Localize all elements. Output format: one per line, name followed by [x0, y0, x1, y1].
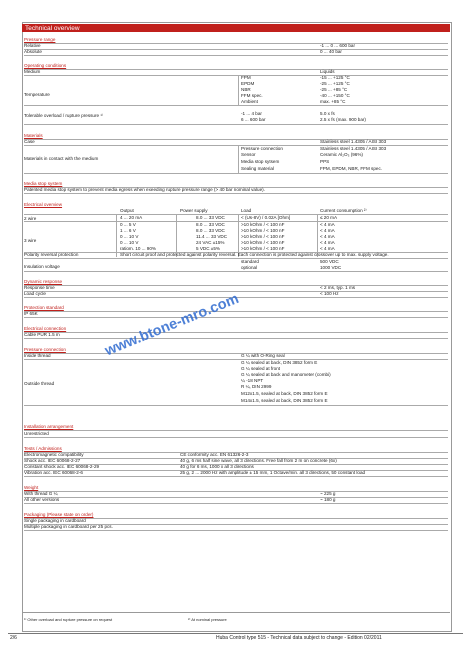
row-supply: 8.0 ... 33 VDC: [196, 215, 225, 220]
divider: [24, 491, 448, 492]
overload-label: Tolerable overload / rupture pressure ¹⁾: [24, 113, 104, 118]
temp-value: -25 ... +85 °C: [320, 87, 348, 92]
absolute-value: 0 ... 40 bar: [320, 49, 342, 54]
divider: [24, 497, 448, 498]
case-label: Case: [24, 139, 35, 144]
contact-value: Stainless steel 1.4305 / AISI 303: [320, 146, 387, 151]
divider: [24, 221, 448, 222]
test-value: 25 g, 2 ... 2000 Hz with amplitude ± 15 mm, 1 Octave/min. all 3 directions, 50 constant load: [180, 470, 366, 475]
temperature-label: Temperature: [24, 92, 50, 97]
row-current: < 4 mA: [320, 222, 335, 227]
divider: [24, 338, 448, 339]
temp-value: -40 ... +150 °C: [320, 93, 350, 98]
divider: [24, 530, 448, 531]
elec-connection-value: Cable PUR 1.5 m: [24, 332, 60, 337]
row-output: 0 ... 10 V: [120, 240, 139, 245]
inside-thread-label: Inside thread: [24, 353, 51, 358]
divider: [24, 193, 448, 194]
installation-value: Unrestricted: [24, 431, 49, 436]
divider: [24, 311, 448, 312]
row-supply: 24 VAC ±15%: [196, 240, 225, 245]
col-current: Current consumption ²⁾: [320, 208, 367, 213]
test-value: CE conformity acc. EN 61326-2-3: [180, 452, 249, 457]
divider: [24, 49, 448, 50]
watermark-text: www.btone-mro.com: [102, 290, 242, 360]
row-current: < 4 mA: [320, 234, 335, 239]
insulation-value: 500 VDC: [320, 259, 339, 264]
divider: [24, 332, 448, 333]
contact-part: Sealing material: [241, 166, 274, 171]
contact-value: PPS: [320, 159, 330, 164]
footnote-2: ²⁾ At nominal pressure: [188, 617, 227, 622]
row-supply: 8.0 ... 33 VDC: [196, 222, 225, 227]
overload-range: 6 ... 600 bar: [241, 117, 266, 122]
relative-label: Relative: [24, 43, 41, 48]
outside-thread-item: M12x1.5, sealed at back, DIN 3852 form E: [241, 391, 328, 396]
title-bar: [22, 24, 450, 32]
response-value: < 2 ms, typ. 1 ms: [320, 285, 356, 290]
row-current: < 4 mA: [320, 246, 335, 251]
temp-seal: EPDM: [241, 81, 255, 86]
row-supply: 8.0 ... 33 VDC: [196, 228, 225, 233]
contact-part: Sensor: [241, 152, 256, 157]
contact-label: Materials in contact with the medium: [24, 156, 99, 161]
protection-value: IP 65K: [24, 311, 38, 316]
wire2-label: 2 wire: [24, 216, 37, 221]
operating-heading: Operating conditions: [24, 63, 67, 68]
divider: [24, 317, 448, 318]
divider: [24, 75, 448, 76]
outside-thread-item: R ¼, DIN 2999: [241, 384, 272, 389]
row-load: >10 kOhm / < 100 nF: [241, 234, 285, 239]
divider: [24, 405, 448, 406]
outside-thread-item: G ¼ sealed at back, DIN 3852 form E: [241, 360, 318, 365]
footer-rule: [8, 633, 463, 634]
absolute-label: Absolute: [24, 49, 42, 54]
overload-value: 5.0 x fs: [320, 111, 335, 116]
packaging-item: Multiple packaging in cardboard per 25 pcs.: [24, 524, 113, 529]
electrical-heading: Electrical overview: [24, 202, 63, 207]
col-supply: Power supply: [180, 208, 208, 213]
packaging-heading: Packaging (Please state on order): [24, 512, 94, 517]
row-load: >10 kOhm / < 100 nF: [241, 246, 285, 251]
divider: [238, 75, 239, 105]
divider: [24, 430, 448, 431]
divider: [24, 124, 448, 125]
materials-heading: Materials: [24, 133, 43, 138]
weight-label: All other versions: [24, 497, 60, 502]
divider: [238, 145, 239, 173]
row-current: < 4 mA: [320, 240, 335, 245]
divider: [24, 43, 448, 44]
outside-thread-item: M14x1.5, sealed at back, DIN 3852 form E: [241, 398, 328, 403]
test-value: 40 g for 6 ms, 1000 x all 3 directions: [180, 464, 254, 469]
media-stop-text: Patented media stop system to prevent media egress when exeeding rupture pressure range (> 40 bar nominal value).: [24, 187, 265, 192]
tests-heading: Tests / Admissions: [24, 446, 62, 451]
col-load: Load: [241, 208, 252, 213]
row-output: 1 ... 6 V: [120, 228, 136, 233]
divider: [24, 476, 448, 477]
test-label: Vibration acc. IEC 60068-2-6: [24, 470, 83, 475]
page-number: 2/6: [10, 635, 17, 641]
divider: [24, 359, 448, 360]
test-label: Shock acc. IEC 60068-2-27: [24, 458, 81, 463]
divider: [24, 437, 448, 438]
footer-text: Huba Control type 515 - Technical data subject to change - Edition 02/2011: [216, 635, 382, 641]
divider: [24, 503, 448, 504]
temp-value: max. +85 °C: [320, 99, 346, 104]
wire3-label: 3 wire: [24, 238, 37, 243]
row-current: ≤ 20 mA: [320, 215, 338, 220]
divider: [24, 271, 448, 272]
divider: [24, 258, 448, 259]
contact-value: Ceramic Al₂O₃ (96%): [320, 152, 363, 157]
temp-seal: FFM spec.: [241, 93, 263, 98]
medium-value: Liquids: [320, 69, 335, 74]
insulation-type: standard: [241, 259, 259, 264]
row-supply: 5 VDC ±5%: [196, 246, 220, 251]
protection-heading: Protection standard: [24, 305, 64, 310]
overload-value: 2.5 x fs (max. 900 bar): [320, 117, 366, 122]
contact-value: FPM, EPDM, NBR, FFM spec.: [320, 166, 383, 171]
contact-part: Pressure connection: [241, 146, 283, 151]
polarity-text: Short circuit proof and protected against polarity reversal. Each connection is protected against crossover up to max. supply voltage.: [120, 252, 389, 257]
row-output: 0 ... 5 V: [120, 222, 136, 227]
col-output: Output: [120, 208, 134, 213]
row-output: ratiom. 10 ... 90%: [120, 246, 157, 251]
weight-value: ~ 180 g: [320, 497, 336, 502]
row-load: >10 kOhm / < 100 nF: [241, 222, 285, 227]
divider: [24, 353, 448, 354]
loadcycle-label: Load cycle: [24, 291, 46, 296]
row-output: 4 ... 20 mA: [120, 215, 143, 220]
pressure-connection-heading: Pressure connection: [24, 347, 66, 352]
divider: [24, 285, 448, 286]
insulation-type: optional: [241, 265, 258, 270]
divider: [24, 214, 448, 215]
media-stop-heading: Media stop system: [24, 181, 63, 186]
contact-part: Media stop sytsem: [241, 159, 280, 164]
inside-thread-value: G ¼ with O-Ring seal: [241, 353, 285, 358]
response-label: Response time: [24, 285, 55, 290]
outside-thread-label: Outside thread: [24, 381, 55, 386]
divider: [24, 69, 448, 70]
outside-thread-item: ¼ -18 NPT: [241, 378, 264, 383]
temp-value: -15 ... +125 °C: [320, 75, 350, 80]
weight-heading: Weight: [24, 485, 39, 490]
relative-value: -1 ... 0 ... 600 bar: [320, 43, 355, 48]
polarity-label: Polarity reversal protection: [24, 252, 79, 257]
divider: [24, 518, 448, 519]
loadcycle-value: < 100 Hz: [320, 291, 339, 296]
page-title: Technical overview: [25, 25, 80, 32]
dynamic-heading: Dynamic response: [24, 279, 63, 284]
outside-thread-item: G ¼ sealed at back and manometer (combi): [241, 372, 331, 377]
installation-heading: Installation arrangement: [24, 424, 74, 429]
test-value: 40 g, 6 ms half sine wave, all 3 directions. Free fall from 2 m on concrete (6x): [180, 458, 337, 463]
row-load: < (Us-8V) / 0.02A [Ohm]: [241, 215, 291, 220]
case-value: Stainless steel 1.4305 / AISI 303: [320, 139, 387, 144]
medium-label: Medium: [24, 69, 41, 74]
packaging-item: Single packaging in cardboard: [24, 518, 86, 523]
overload-range: -1 ... 4 bar: [241, 111, 262, 116]
divider: [24, 55, 448, 56]
temp-seal: FPM: [241, 75, 251, 80]
divider: [24, 173, 448, 174]
row-load: >10 kOhm / < 100 nF: [241, 240, 285, 245]
test-label: Constant shock acc. IEC 60068-2-29: [24, 464, 100, 469]
row-load: >10 kOhm / < 100 nF: [241, 228, 285, 233]
test-label: Electromagnetic compatibility: [24, 452, 84, 457]
divider: [24, 105, 448, 106]
row-output: 0 ... 10 V: [120, 234, 139, 239]
weight-label: With thread G ¼: [24, 491, 58, 496]
outside-thread-item: G ¼ sealed at front: [241, 366, 281, 371]
temp-seal: NBR: [241, 87, 251, 92]
temp-seal: Ambient: [241, 99, 258, 104]
footnote-1: ¹⁾ Other overload and rupture pressure on request: [24, 617, 113, 622]
insulation-label: Insulation voltage: [24, 264, 60, 269]
temp-value: -25 ... +125 °C: [320, 81, 350, 86]
insulation-value: 1000 VDC: [320, 265, 342, 270]
pressure-range-heading: Pressure range: [24, 37, 56, 42]
row-current: < 4 mA: [320, 228, 335, 233]
weight-value: ~ 225 g: [320, 491, 336, 496]
elec-connection-heading: Electrical connection: [24, 326, 67, 331]
row-supply: 11.4 ... 33 VDC: [196, 234, 228, 239]
